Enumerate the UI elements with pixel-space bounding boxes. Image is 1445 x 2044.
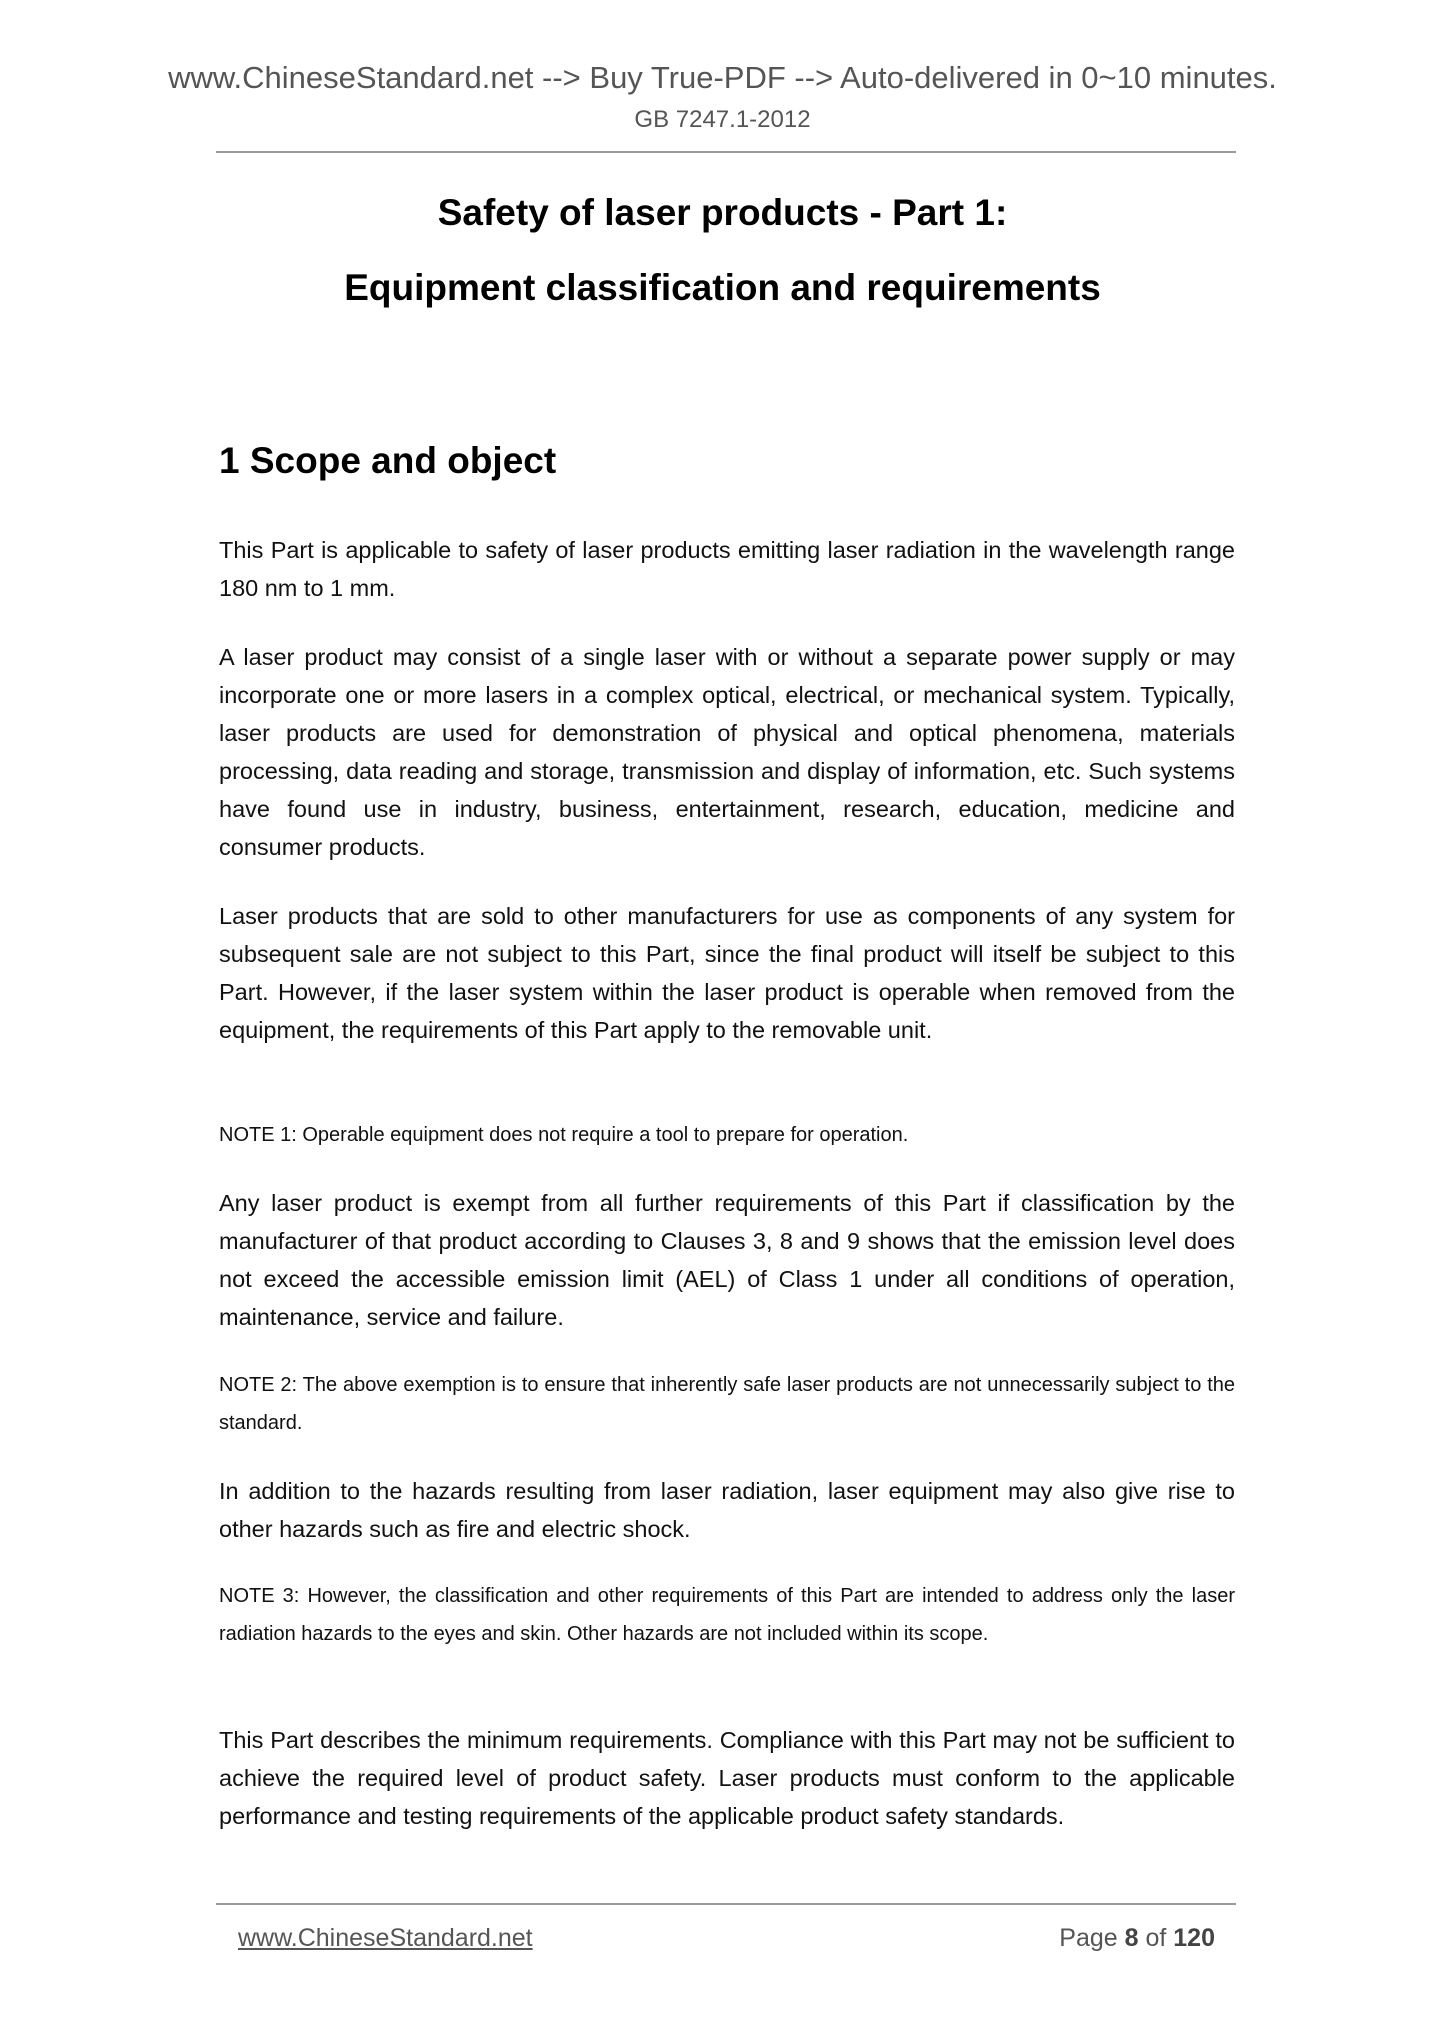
document-title-line2: Equipment classification and requirements: [344, 267, 1101, 308]
paragraph: A laser product may consist of a single laser with or without a separate power supply or may incorporate one or more lasers in a complex optical, electrical, or mechanical system. Typically, laser products are used for demonstration of physical and optical phenomena, materials processing, data reading and storage, transmission and display of information, etc. Such systems have found use in industry, business, entertainment, research, education, medicine and consumer products.: [219, 644, 1235, 860]
footer-website-link[interactable]: www.ChineseStandard.net: [238, 1924, 533, 1952]
standard-id: GB 7247.1-2012: [634, 106, 811, 133]
page-prefix: Page: [1059, 1924, 1118, 1952]
note: NOTE 3: However, the classification and other requirements of this Part are intended to address only the laser radiation hazards to the eyes and skin. Other hazards are not included within its scope.: [219, 1585, 1235, 1645]
note: NOTE 2: The above exemption is to ensure that inherently safe laser products are not unnecessarily subject to the standard.: [219, 1374, 1235, 1434]
paragraph: This Part is applicable to safety of laser products emitting laser radiation in the wavelength range 180 nm to 1 mm.: [219, 537, 1235, 601]
document-title-line1: Safety of laser products - Part 1:: [437, 192, 1008, 233]
note: NOTE 1: Operable equipment does not require a tool to prepare for operation.: [219, 1124, 909, 1146]
paragraph: This Part describes the minimum requirements. Compliance with this Part may not be sufficient to achieve the required level of product safety. Laser products must conform to the applicable performance and testing requirements of the applicable product safety standards.: [219, 1727, 1235, 1829]
paragraph: Any laser product is exempt from all further requirements of this Part if classification by the manufacturer of that product according to Clauses 3, 8 and 9 shows that the emission level does not exceed the accessible emission limit (AEL) of Class 1 under all conditions of operation, maintenance, service and failure.: [219, 1190, 1235, 1330]
page-indicator: [1059, 1924, 1215, 1953]
page-current: 8: [1124, 1924, 1139, 1952]
paragraph: In addition to the hazards resulting from laser radiation, laser equipment may also give rise to other hazards such as fire and electric shock.: [219, 1478, 1235, 1542]
section-heading: 1 Scope and object: [219, 440, 557, 481]
header-banner: www.ChineseStandard.net --> Buy True-PDF --> Auto-delivered in 0~10 minutes.: [168, 60, 1277, 95]
paragraph: Laser products that are sold to other manufacturers for use as components of any system for subsequent sale are not subject to this Part, since the final product will itself be subject to this Part. However, if the laser system within the laser product is operable when removed from the equipment, the requirements of this Part apply to the removable unit.: [219, 903, 1235, 1043]
header-divider: [216, 151, 1236, 153]
footer-divider: [216, 1903, 1236, 1905]
page-total: 120: [1173, 1924, 1215, 1952]
page-of: of: [1145, 1924, 1167, 1952]
